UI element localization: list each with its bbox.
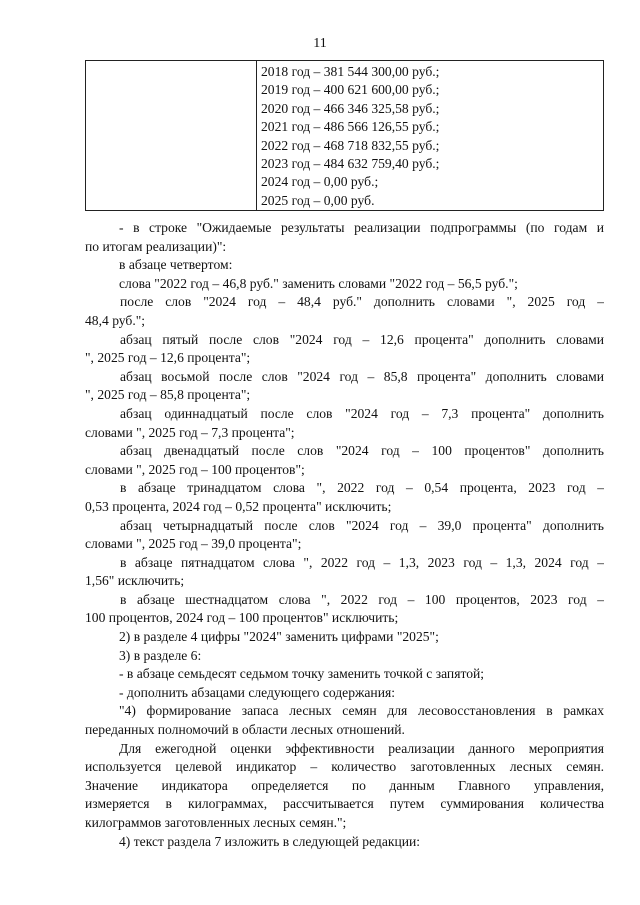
text-line: абзац четырнадцатый после слов "2024 год – 39,0 процента" дополнить [120, 517, 604, 533]
text-line: в абзаце тринадцатом слова ", 2022 год – 0,54 процента, 2023 год – [120, 480, 604, 496]
text-line: измеряется в килограммах, рассчитывается путем суммирования количества [85, 796, 604, 812]
text-line: используется целевой индикатор – количество заготовленных лесных семян. [85, 759, 604, 775]
text-line: ", 2025 год – 12,6 процента"; [85, 350, 251, 366]
year-value-line: 2025 год – 0,00 руб. [261, 192, 375, 208]
year-value-line: 2021 год – 486 566 126,55 руб.; [261, 119, 440, 135]
text-line: килограммов заготовленных лесных семян."; [85, 815, 347, 830]
text-line: в абзаце пятнадцатом слова ", 2022 год – 1,3, 2023 год – 1,3, 2024 год – [120, 554, 604, 570]
text-line: "4) формирование запаса лесных семян для лесовосстановления в рамках [119, 703, 604, 719]
table-values-cell [257, 61, 604, 211]
text-line: переданных полномочий в области лесных отношений. [85, 722, 405, 738]
text-line: в абзаце шестнадцатом слова ", 2022 год – 100 процентов, 2023 год – [120, 591, 604, 607]
text-line: после слов "2024 год – 48,4 руб." дополнить словами ", 2025 год – [120, 294, 604, 310]
text-line: словами ", 2025 год – 7,3 процента"; [85, 424, 295, 440]
budget-table [85, 60, 604, 211]
text-line: абзац пятый после слов "2024 год – 12,6 процента" дополнить словами [120, 331, 604, 347]
text-line: Для ежегодной оценки эффективности реализации данного мероприятия [119, 740, 604, 756]
text-line: слова "2022 год – 46,8 руб." заменить словами "2022 год – 56,5 руб."; [119, 275, 518, 291]
text-line: 0,53 процента, 2024 год – 0,52 процента" исключить; [85, 498, 392, 514]
text-line: абзац одиннадцатый после слов "2024 год – 7,3 процента" дополнить [120, 405, 604, 421]
year-value-line: 2019 год – 400 621 600,00 руб.; [261, 82, 440, 98]
year-value-line: 2024 год – 0,00 руб.; [261, 174, 379, 190]
document-body [85, 219, 604, 851]
text-line: 3) в разделе 6: [119, 647, 202, 663]
year-value-line: 2022 год – 468 718 832,55 руб.; [261, 137, 440, 153]
text-line: по итогам реализации)": [85, 238, 227, 254]
page-number: 11 [313, 36, 327, 51]
table-empty-cell [86, 61, 257, 211]
text-line: абзац восьмой после слов "2024 год – 85,8 процента" дополнить словами [120, 368, 604, 384]
text-line: - в строке "Ожидаемые результаты реализации подпрограммы (по годам и [119, 220, 604, 235]
text-line: в абзаце четвертом: [119, 257, 233, 273]
text-line: 2) в разделе 4 цифры "2024" заменить цифрами "2025"; [119, 629, 439, 645]
text-line: Значение индикатора определяется по данным Главного управления, [85, 777, 604, 793]
text-line: словами ", 2025 год – 100 процентов"; [85, 461, 305, 477]
text-line: абзац двенадцатый после слов "2024 год – 100 процентов" дополнить [120, 443, 604, 459]
text-line: ", 2025 год – 85,8 процента"; [85, 387, 251, 403]
year-value-line: 2018 год – 381 544 300,00 руб.; [261, 64, 440, 79]
text-line: - в абзаце семьдесят седьмом точку заменить точкой с запятой; [119, 666, 485, 682]
year-value-line: 2023 год – 484 632 759,40 руб.; [261, 155, 440, 171]
text-line: 48,4 руб."; [85, 312, 146, 328]
text-line: 4) текст раздела 7 изложить в следующей редакции: [119, 833, 421, 849]
text-line: словами ", 2025 год – 39,0 процента"; [85, 536, 302, 552]
text-line: 1,56" исключить; [85, 573, 185, 589]
text-line: - дополнить абзацами следующего содержания: [119, 684, 396, 700]
year-value-line: 2020 год – 466 346 325,58 руб.; [261, 100, 440, 116]
text-line: 100 процентов, 2024 год – 100 процентов" исключить; [85, 610, 399, 626]
table-row [86, 61, 604, 211]
